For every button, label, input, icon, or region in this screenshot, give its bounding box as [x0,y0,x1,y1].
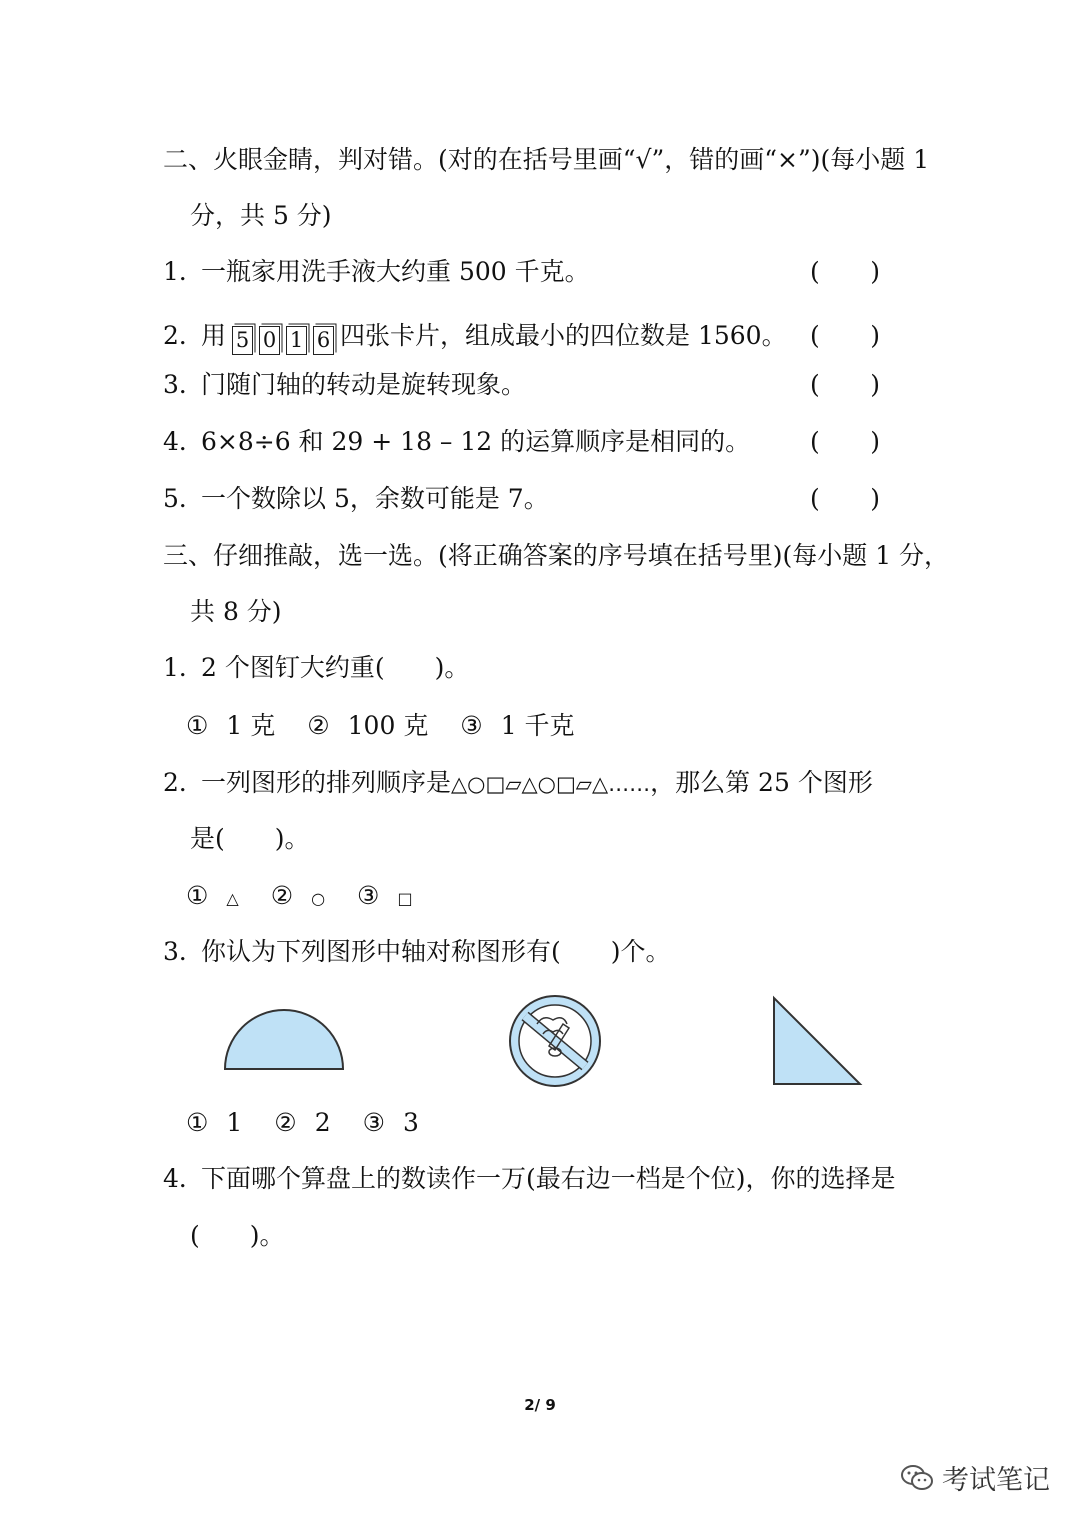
number-card-1: 1 [286,326,307,355]
item-number: 3． [163,370,204,399]
mc-question-4 [163,1162,896,1196]
item-text: 一瓶家用洗手液大约重 500 千克。 [201,257,590,286]
option-1[interactable]: ① 1 克 [186,711,276,740]
q2-options [186,879,437,916]
item-text: 6×8÷6 和 29 + 18 – 12 的运算顺序是相同的。 [201,427,751,456]
mc-question-1 [163,651,469,685]
item-number: 4． [163,1164,204,1193]
item-number: 5． [163,484,204,513]
item-number: 2． [163,321,204,350]
item-number: 4． [163,427,204,456]
answer-blank-3[interactable]: ( ) [810,370,880,399]
item-text: 一个数除以 5，余数可能是 7。 [201,484,549,513]
section2-title-line1: 二、火眼金睛，判对错。(对的在括号里画“√”，错的画“×”)(每小题 1 [163,145,930,174]
section3-title-line1: 三、仔细推敲，选一选。(将正确答案的序号填在括号里)(每小题 1 分， [163,541,950,570]
item-number: 3． [163,937,204,966]
tf-item-1 [163,255,590,289]
q2-line2: 是( )。 [190,824,310,853]
tf-item-2 [163,319,787,355]
page-number: 2/ 9 [524,1396,556,1414]
number-card-0: 0 [259,326,280,355]
semicircle-figure [222,1006,346,1072]
shape-sequence: △○□▱△○□▱△…… [451,772,651,796]
section2-title-line2: 分，共 5 分) [190,201,332,230]
option-2[interactable]: ② ○ [270,881,326,910]
question-text: 一列图形的排列顺序是 [201,768,452,797]
answer-blank-2[interactable]: ( ) [810,321,880,350]
wechat-icon [900,1463,934,1493]
question-text: 下面哪个算盘上的数读作一万(最右边一档是个位)，你的选择是 [201,1164,896,1193]
number-card-6: 6 [313,326,334,355]
option-2[interactable]: ② 100 克 [307,711,429,740]
item-number: 2． [163,768,204,797]
item-text: 门随门轴的转动是旋转现象。 [201,370,527,399]
mc-question-3 [163,935,671,969]
question-text: 2 个图钉大约重( )。 [201,653,470,682]
number-card-5: 5 [232,326,253,355]
answer-blank-5[interactable]: ( ) [810,484,880,513]
tf-item-5 [163,482,549,516]
watermark [900,1458,1050,1497]
answer-blank-4[interactable]: ( ) [810,427,880,456]
section3-title-line2: 共 8 分) [190,597,282,626]
q3-options [186,1106,443,1140]
no-smoking-sign-figure [503,990,607,1092]
mc-question-2 [163,766,873,801]
option-1[interactable]: ① △ [186,881,239,910]
option-3[interactable]: ③ 3 [362,1108,419,1137]
option-2[interactable]: ② 2 [274,1108,331,1137]
tf-item-4 [163,425,750,459]
item-number: 1． [163,257,204,286]
question-text-cont: ，那么第 25 个图形 [650,768,873,797]
question-text: 你认为下列图形中轴对称图形有( )个。 [201,937,671,966]
option-3[interactable]: ③ 1 千克 [460,711,575,740]
tf-item-3 [163,368,526,402]
item-number: 1． [163,653,204,682]
option-3[interactable]: ③ □ [357,881,413,910]
item-prefix: 用 [201,321,227,350]
watermark-text: 考试笔记 [942,1465,1050,1496]
q4-line2: ( )。 [190,1221,285,1250]
right-triangle-figure [770,994,866,1088]
item-text: 四张卡片，组成最小的四位数是 1560。 [340,321,787,350]
answer-blank-1[interactable]: ( ) [810,257,880,286]
q1-options [186,709,599,743]
option-1[interactable]: ① 1 [186,1108,243,1137]
